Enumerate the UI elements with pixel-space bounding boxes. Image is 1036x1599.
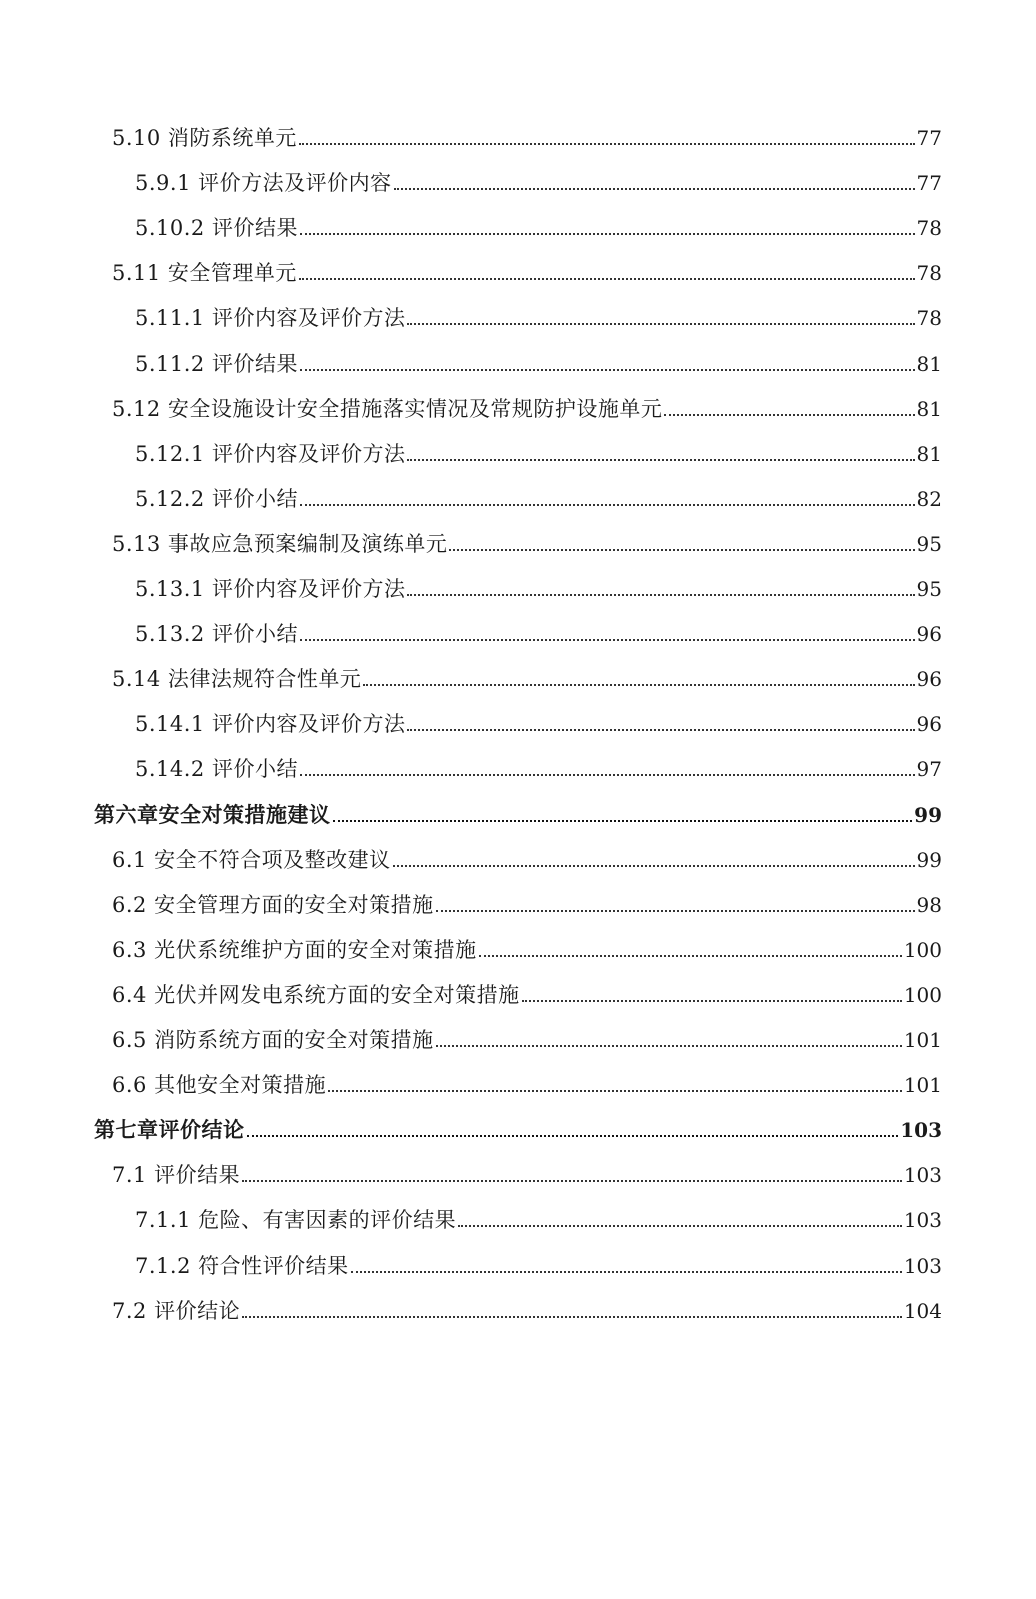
toc-entry-label: 5.11 安全管理单元 [112, 261, 297, 285]
toc-entry [135, 163, 942, 197]
toc-entry [112, 930, 942, 964]
toc-dot-leader [299, 143, 915, 145]
toc-entry [112, 1020, 942, 1054]
toc-dot-leader [300, 774, 915, 776]
toc-entry-label: 6.6 其他安全对策措施 [112, 1073, 327, 1097]
toc-dot-leader [458, 1225, 902, 1227]
toc-entry-label: 5.10.2 评价结果 [135, 216, 298, 240]
toc-entry-label: 第六章安全对策措施建议 [94, 803, 331, 827]
toc-entry-label: 6.2 安全管理方面的安全对策措施 [112, 893, 434, 917]
toc-page-number: 81 [916, 442, 942, 466]
toc-page-number: 100 [903, 938, 942, 962]
toc-entry-label: 5.12.1 评价内容及评价方法 [135, 442, 406, 466]
toc-entry-label: 6.4 光伏并网发电系统方面的安全对策措施 [112, 983, 520, 1007]
toc-dot-leader [363, 684, 914, 686]
toc-page-number: 77 [916, 126, 942, 150]
toc-entry-label: 7.1 评价结果 [112, 1163, 241, 1187]
toc-page-number: 103 [903, 1163, 942, 1187]
toc-entry-label: 7.2 评价结论 [112, 1299, 241, 1323]
toc-dot-leader [242, 1180, 902, 1182]
toc-dot-leader [393, 865, 915, 867]
toc-page-number: 95 [916, 577, 942, 601]
toc-page-number: 99 [914, 803, 942, 827]
toc-page-number: 103 [903, 1208, 942, 1232]
toc-dot-leader [407, 729, 914, 731]
toc-dot-leader [351, 1271, 902, 1273]
toc-dot-leader [299, 278, 915, 280]
toc-entry [112, 253, 942, 287]
toc-entry-label: 5.12 安全设施设计安全措施落实情况及常规防护设施单元 [112, 397, 663, 421]
toc-page-number: 103 [900, 1118, 942, 1142]
toc-dot-leader [436, 910, 915, 912]
toc-dot-leader [300, 233, 915, 235]
toc-entry-label: 6.1 安全不符合项及整改建议 [112, 848, 391, 872]
toc-dot-leader [479, 955, 902, 957]
toc-page-number: 82 [916, 487, 942, 511]
toc-dot-leader [407, 459, 914, 461]
toc-entry [135, 1200, 942, 1234]
toc-entry [135, 208, 942, 242]
toc-dot-leader [300, 504, 915, 506]
toc-dot-leader [242, 1316, 902, 1318]
toc-dot-leader [333, 820, 913, 822]
toc-page-number: 78 [916, 261, 942, 285]
toc-entry-label: 5.14.2 评价小结 [135, 757, 298, 781]
toc-entry-label: 5.14 法律法规符合性单元 [112, 667, 362, 691]
toc-entry [112, 389, 942, 423]
toc-entry-label: 5.11.2 评价结果 [135, 352, 298, 376]
toc-entry [135, 614, 942, 648]
toc-entry-label: 7.1.2 符合性评价结果 [135, 1254, 349, 1278]
toc-entry [112, 524, 942, 558]
toc-entry [112, 840, 942, 874]
toc-entry-label: 5.13 事故应急预案编制及演练单元 [112, 532, 448, 556]
toc-entry [112, 975, 942, 1009]
toc-dot-leader [449, 549, 914, 551]
toc-page-number: 78 [916, 306, 942, 330]
toc-dot-leader [664, 414, 914, 416]
toc-entry [112, 659, 942, 693]
toc-page-number: 101 [903, 1028, 942, 1052]
toc-entry [135, 344, 942, 378]
toc-page-number: 97 [916, 757, 942, 781]
toc-entry-label: 7.1.1 危险、有害因素的评价结果 [135, 1208, 457, 1232]
toc-page-number: 103 [903, 1254, 942, 1278]
toc-dot-leader [407, 323, 914, 325]
toc-page-number: 81 [916, 352, 942, 376]
toc-page-number: 77 [916, 171, 942, 195]
toc-page-number: 104 [903, 1299, 942, 1323]
toc-page-number: 99 [916, 848, 942, 872]
toc-page-number: 78 [916, 216, 942, 240]
toc-dot-leader [300, 369, 915, 371]
toc-page-number: 96 [916, 667, 942, 691]
toc-entry-label: 5.9.1 评价方法及评价内容 [135, 171, 392, 195]
toc-dot-leader [247, 1135, 899, 1137]
toc-dot-leader [407, 594, 914, 596]
toc-page-number: 101 [903, 1073, 942, 1097]
toc-entry-label: 5.13.2 评价小结 [135, 622, 298, 646]
toc-entry-label: 6.3 光伏系统维护方面的安全对策措施 [112, 938, 477, 962]
toc-entry [135, 298, 942, 332]
toc-dot-leader [328, 1090, 902, 1092]
toc-entry-label: 6.5 消防系统方面的安全对策措施 [112, 1028, 434, 1052]
toc-chapter-entry [94, 1110, 942, 1144]
toc-entry [112, 1291, 942, 1325]
toc-entry [135, 704, 942, 738]
toc-page-number: 100 [903, 983, 942, 1007]
toc-entry-label: 第七章评价结论 [94, 1118, 245, 1142]
toc-page-number: 96 [916, 622, 942, 646]
toc-dot-leader [522, 1000, 902, 1002]
toc-page-number: 95 [916, 532, 942, 556]
toc-entry-label: 5.12.2 评价小结 [135, 487, 298, 511]
toc-entry [135, 1246, 942, 1280]
toc-entry [135, 569, 942, 603]
toc-entry-label: 5.13.1 评价内容及评价方法 [135, 577, 406, 601]
toc-entry-label: 5.11.1 评价内容及评价方法 [135, 306, 406, 330]
toc-entry-label: 5.10 消防系统单元 [112, 126, 297, 150]
toc-entry [112, 118, 942, 152]
toc-page-number: 81 [916, 397, 942, 421]
toc-entry [135, 479, 942, 513]
toc-page-number: 98 [916, 893, 942, 917]
toc-entry [135, 434, 942, 468]
toc-dot-leader [394, 188, 915, 190]
toc-chapter-entry [94, 795, 942, 829]
toc-dot-leader [300, 639, 915, 641]
toc-page-number: 96 [916, 712, 942, 736]
toc-entry [112, 1065, 942, 1099]
toc-entry [135, 749, 942, 783]
toc-entry [112, 885, 942, 919]
toc-dot-leader [436, 1045, 902, 1047]
toc-entry [112, 1155, 942, 1189]
toc-entry-label: 5.14.1 评价内容及评价方法 [135, 712, 406, 736]
